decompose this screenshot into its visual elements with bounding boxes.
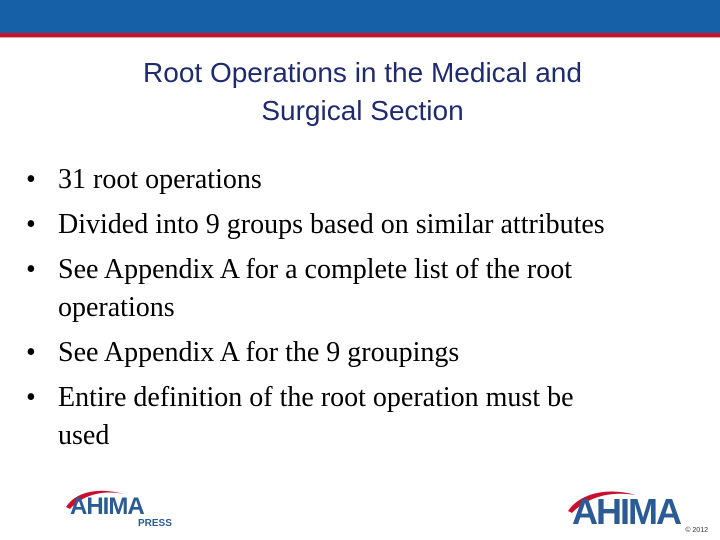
slide-title-line-1: Root Operations in the Medical and xyxy=(143,57,582,88)
bullet-dot: • xyxy=(26,164,36,195)
bullet-dot: • xyxy=(26,382,36,413)
bullet-item xyxy=(26,379,701,455)
bullet-text-continued: used xyxy=(58,420,110,451)
bullet-item xyxy=(26,161,701,199)
slide-title xyxy=(40,54,685,130)
bullet-dot: • xyxy=(26,209,36,240)
bullet-list xyxy=(26,161,701,462)
header-bar xyxy=(0,0,720,33)
bullet-dot: • xyxy=(26,254,36,285)
bullet-text: Divided into 9 groups based on similar attributes xyxy=(58,209,605,240)
logo-wordmark: AHIMA xyxy=(70,493,144,520)
ahima-logo xyxy=(566,487,706,527)
header-accent-rule-thin xyxy=(0,37,720,38)
bullet-item xyxy=(26,334,701,372)
bullet-text: Entire definition of the root operation must be xyxy=(58,382,574,413)
slide-title-line-2: Surgical Section xyxy=(261,95,464,126)
bullet-item xyxy=(26,206,701,244)
ahima-press-logo xyxy=(62,485,192,530)
copyright-notice: © 2012 xyxy=(685,527,708,534)
logo-wordmark: AHIMA xyxy=(572,491,680,527)
bullet-text: See Appendix A for the 9 groupings xyxy=(58,337,460,368)
logo-press-label: PRESS xyxy=(138,518,172,529)
bullet-text-continued: operations xyxy=(58,292,175,323)
bullet-text: 31 root operations xyxy=(58,164,262,195)
bullet-item xyxy=(26,251,701,327)
bullet-dot: • xyxy=(26,337,36,368)
bullet-text: See Appendix A for a complete list of the root xyxy=(58,254,573,285)
